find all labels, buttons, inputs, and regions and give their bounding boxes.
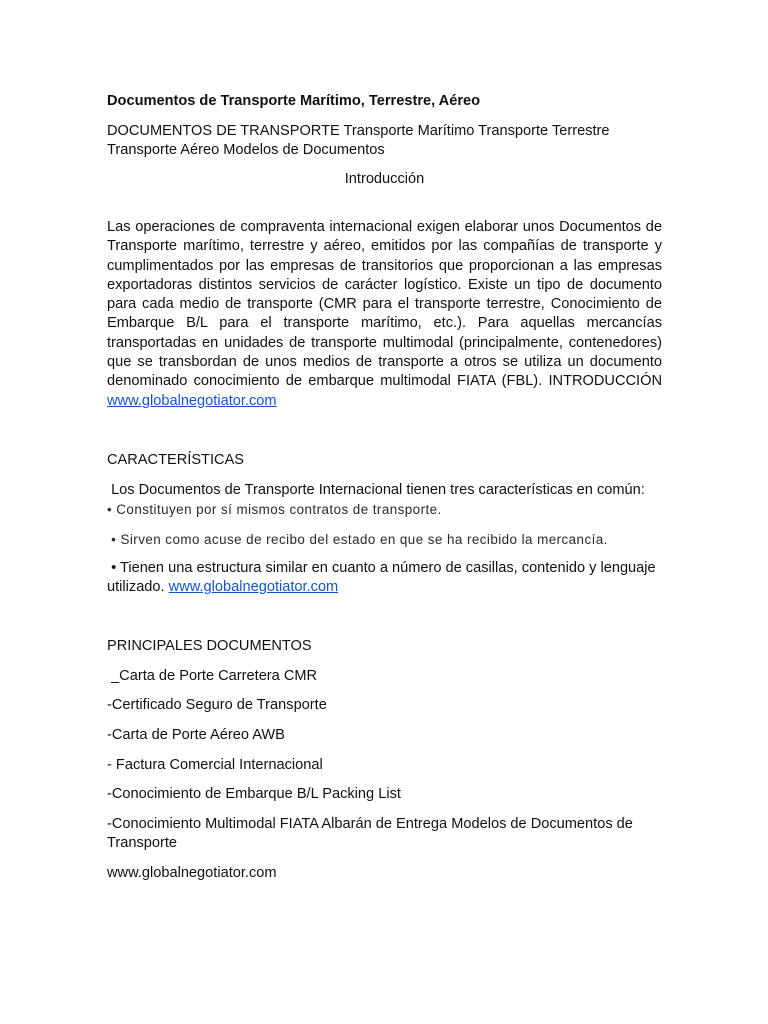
list-item: -Carta de Porte Aéreo AWB <box>107 727 285 743</box>
footer-website-text: www.globalnegotiator.com <box>107 865 277 881</box>
characteristics-bullet-text: • Sirven como acuse de recibo del estado en que se ha recibido la mercancía. <box>111 532 608 547</box>
list-item: -Conocimiento Multimodal FIATA Albarán de Entrega Modelos de Documentos de Transporte <box>107 816 633 852</box>
intro-body-text: Las operaciones de compraventa internacional exigen elaborar unos Documentos de Transporte marítimo, terrestre y aéreo, emitidos por las compañías de transporte y cumplimentados por las empresas de transitorios que proporcionan a las empresas exportadoras distintos servicios de carácter logístico. Existe un tipo de documento para cada medio de transporte (CMR para el transporte terrestre, Conocimiento de Embarque B/L para el transporte marítimo, etc.). Para aquellas mercancías transportadas en unidades de transporte multimodal (principalmente, contenedores) que se transbordan de unos medios de transporte a otros se utiliza un documento denominado conocimiento de embarque multimodal FIATA (FBL). <box>107 219 662 390</box>
intro-heading: Introducción <box>344 171 425 187</box>
characteristics-bullet <box>107 530 662 549</box>
list-item: -Certificado Seguro de Transporte <box>107 697 327 713</box>
characteristics-bullet: • Constituyen por sí mismos contratos de transporte. <box>107 502 442 517</box>
list-item: - Factura Comercial Internacional <box>107 757 323 773</box>
list-item: -Conocimiento de Embarque B/L Packing List <box>107 786 401 802</box>
globalnegotiator-link[interactable]: www.globalnegotiator.com <box>107 392 277 409</box>
intro-tail-label: INTRODUCCIÓN <box>548 373 662 390</box>
characteristics-lead-text: Los Documentos de Transporte Internacional tienen tres características en común: <box>111 482 645 498</box>
list-item <box>107 667 662 686</box>
document-title: Documentos de Transporte Marítimo, Terrestre, Aéreo <box>107 93 481 109</box>
characteristics-heading: CARACTERÍSTICAS <box>107 452 245 468</box>
characteristics-bullet-text: • Tienen una estructura similar en cuanto a número de casillas, contenido y lenguaje utilizado. <box>107 560 656 596</box>
document-subtitle: DOCUMENTOS DE TRANSPORTE Transporte Marítimo Transporte Terrestre Transporte Aéreo Modelos de Documentos <box>107 123 610 159</box>
main-documents-heading: PRINCIPALES DOCUMENTOS <box>107 638 312 654</box>
globalnegotiator-link[interactable]: www.globalnegotiator.com <box>168 579 339 596</box>
intro-paragraph <box>107 218 662 411</box>
characteristics-bullet <box>107 559 662 598</box>
list-item-text: _Carta de Porte Carretera CMR <box>111 668 318 684</box>
characteristics-lead <box>107 481 662 500</box>
